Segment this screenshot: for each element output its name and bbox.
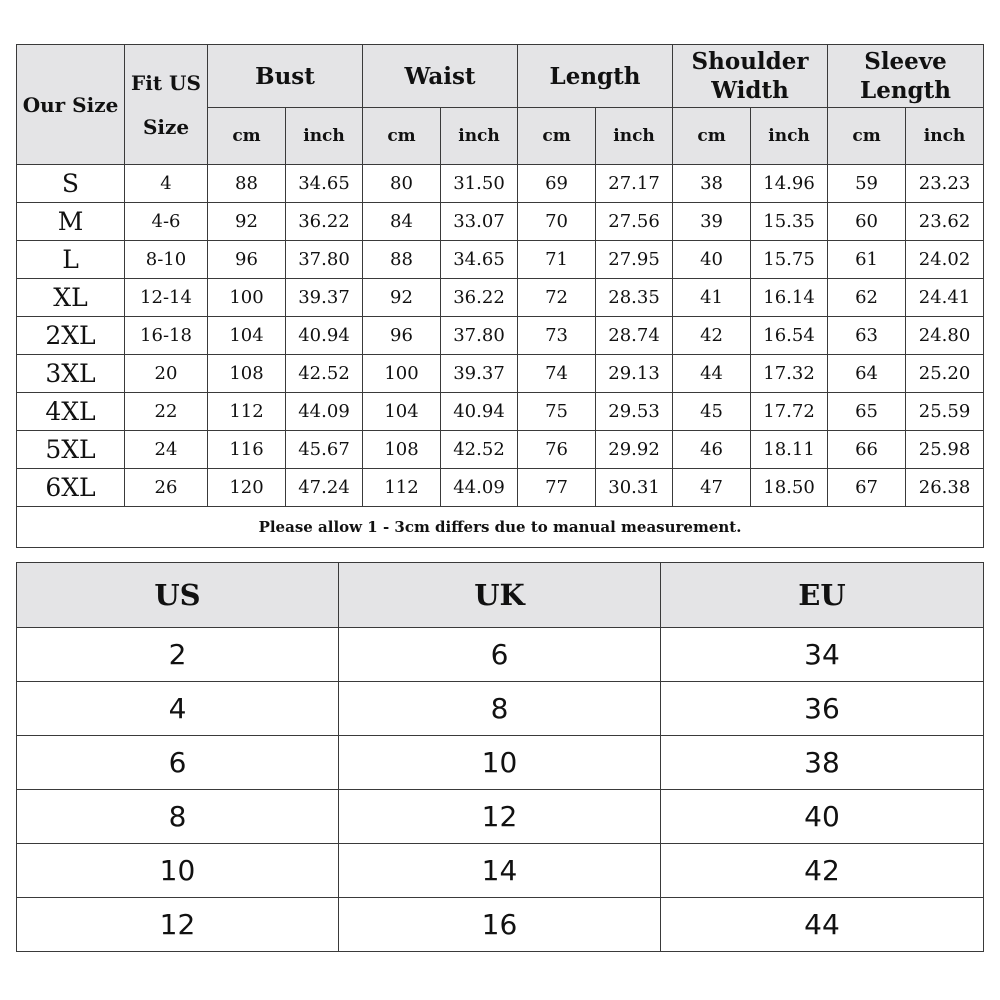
eu-header: EU — [661, 563, 984, 628]
length-cm-unit-header: cm — [518, 108, 596, 165]
sleeve-length-cm-cell: 65 — [828, 393, 906, 431]
bust-inch-cell: 39.37 — [286, 279, 363, 317]
length-cm-cell: 77 — [518, 469, 596, 507]
conversion-header-row — [17, 563, 984, 628]
length-cm-cell: 73 — [518, 317, 596, 355]
fit-us-size-cell: 8-10 — [125, 241, 208, 279]
sleeve-length-inch-cell: 25.59 — [906, 393, 984, 431]
uk-size-cell: 6 — [339, 628, 661, 682]
bust-inch-cell: 40.94 — [286, 317, 363, 355]
length-inch-cell: 29.13 — [596, 355, 673, 393]
waist-inch-cell: 31.50 — [441, 165, 518, 203]
shoulder-width-inch-cell: 17.72 — [751, 393, 828, 431]
table-row — [17, 469, 984, 507]
shoulder-width-inch-cell: 18.50 — [751, 469, 828, 507]
length-cm-cell: 74 — [518, 355, 596, 393]
our-size-cell: S — [17, 165, 125, 203]
shoulder-width-cm-cell: 42 — [673, 317, 751, 355]
shoulder-width-cm-cell: 38 — [673, 165, 751, 203]
shoulder-width-cm-cell: 47 — [673, 469, 751, 507]
length-inch-cell: 30.31 — [596, 469, 673, 507]
table-row — [17, 279, 984, 317]
fit-us-size-header-line2: Size — [142, 114, 190, 139]
sleeve-length-inch-unit-header: inch — [906, 108, 984, 165]
table-row — [17, 736, 984, 790]
shoulder-width-cm-unit-header: cm — [673, 108, 751, 165]
table-row — [17, 682, 984, 736]
us-size-cell: 10 — [17, 844, 339, 898]
bust-cm-cell: 92 — [208, 203, 286, 241]
sleeve-length-cm-cell: 62 — [828, 279, 906, 317]
length-inch-cell: 29.92 — [596, 431, 673, 469]
shoulder-width-header-line1: Shoulder — [691, 48, 809, 75]
shoulder-width-inch-cell: 18.11 — [751, 431, 828, 469]
waist-inch-unit-header: inch — [441, 108, 518, 165]
table-row — [17, 241, 984, 279]
sleeve-length-cm-cell: 64 — [828, 355, 906, 393]
sleeve-length-inch-cell: 25.98 — [906, 431, 984, 469]
bust-inch-cell: 47.24 — [286, 469, 363, 507]
shoulder-width-inch-cell: 15.35 — [751, 203, 828, 241]
sleeve-length-inch-cell: 24.41 — [906, 279, 984, 317]
length-inch-unit-header: inch — [596, 108, 673, 165]
size-conversion-table — [16, 562, 984, 952]
waist-inch-cell: 40.94 — [441, 393, 518, 431]
our-size-cell: M — [17, 203, 125, 241]
waist-inch-cell: 34.65 — [441, 241, 518, 279]
fit-us-size-header — [125, 45, 208, 165]
table-row — [17, 393, 984, 431]
shoulder-width-cm-cell: 44 — [673, 355, 751, 393]
uk-size-cell: 8 — [339, 682, 661, 736]
waist-cm-cell: 108 — [363, 431, 441, 469]
table-row — [17, 790, 984, 844]
us-size-cell: 6 — [17, 736, 339, 790]
us-size-cell: 2 — [17, 628, 339, 682]
length-inch-cell: 27.95 — [596, 241, 673, 279]
shoulder-width-inch-cell: 16.54 — [751, 317, 828, 355]
sleeve-length-inch-cell: 24.80 — [906, 317, 984, 355]
length-cm-cell: 72 — [518, 279, 596, 317]
shoulder-width-header-line2: Width — [711, 77, 789, 104]
sleeve-length-inch-cell: 26.38 — [906, 469, 984, 507]
fit-us-size-cell: 20 — [125, 355, 208, 393]
us-size-cell: 8 — [17, 790, 339, 844]
waist-cm-unit-header: cm — [363, 108, 441, 165]
our-size-cell: 3XL — [17, 355, 125, 393]
sleeve-length-inch-cell: 24.02 — [906, 241, 984, 279]
size-chart-table — [16, 44, 984, 548]
bust-inch-cell: 44.09 — [286, 393, 363, 431]
sleeve-length-inch-cell: 23.23 — [906, 165, 984, 203]
length-cm-cell: 71 — [518, 241, 596, 279]
bust-cm-unit-header: cm — [208, 108, 286, 165]
bust-header: Bust — [208, 45, 363, 108]
length-inch-cell: 28.35 — [596, 279, 673, 317]
our-size-cell: 4XL — [17, 393, 125, 431]
sleeve-length-cm-cell: 67 — [828, 469, 906, 507]
table-row — [17, 203, 984, 241]
shoulder-width-cm-cell: 40 — [673, 241, 751, 279]
waist-inch-cell: 37.80 — [441, 317, 518, 355]
shoulder-width-cm-cell: 39 — [673, 203, 751, 241]
size-chart-body — [17, 165, 984, 507]
waist-inch-cell: 36.22 — [441, 279, 518, 317]
bust-inch-cell: 42.52 — [286, 355, 363, 393]
sleeve-length-header-line1: Sleeve — [864, 48, 947, 75]
sleeve-length-inch-cell: 23.62 — [906, 203, 984, 241]
uk-size-cell: 12 — [339, 790, 661, 844]
uk-size-cell: 14 — [339, 844, 661, 898]
our-size-header: Our Size — [17, 45, 125, 165]
bust-cm-cell: 96 — [208, 241, 286, 279]
waist-cm-cell: 112 — [363, 469, 441, 507]
shoulder-width-inch-unit-header: inch — [751, 108, 828, 165]
bust-inch-cell: 37.80 — [286, 241, 363, 279]
uk-header: UK — [339, 563, 661, 628]
uk-size-cell: 10 — [339, 736, 661, 790]
length-cm-cell: 69 — [518, 165, 596, 203]
our-size-cell: 6XL — [17, 469, 125, 507]
bust-cm-cell: 100 — [208, 279, 286, 317]
length-cm-cell: 75 — [518, 393, 596, 431]
bust-cm-cell: 88 — [208, 165, 286, 203]
eu-size-cell: 40 — [661, 790, 984, 844]
sleeve-length-cm-unit-header: cm — [828, 108, 906, 165]
shoulder-width-inch-cell: 16.14 — [751, 279, 828, 317]
eu-size-cell: 34 — [661, 628, 984, 682]
shoulder-width-cm-cell: 41 — [673, 279, 751, 317]
conversion-body — [17, 628, 984, 952]
waist-inch-cell: 39.37 — [441, 355, 518, 393]
fit-us-size-cell: 16-18 — [125, 317, 208, 355]
shoulder-width-cm-cell: 46 — [673, 431, 751, 469]
length-cm-cell: 76 — [518, 431, 596, 469]
sleeve-length-cm-cell: 60 — [828, 203, 906, 241]
length-inch-cell: 27.17 — [596, 165, 673, 203]
fit-us-size-cell: 4 — [125, 165, 208, 203]
our-size-cell: 5XL — [17, 431, 125, 469]
us-header: US — [17, 563, 339, 628]
waist-cm-cell: 104 — [363, 393, 441, 431]
eu-size-cell: 42 — [661, 844, 984, 898]
sleeve-length-header — [828, 45, 984, 108]
length-inch-cell: 27.56 — [596, 203, 673, 241]
shoulder-width-cm-cell: 45 — [673, 393, 751, 431]
waist-cm-cell: 84 — [363, 203, 441, 241]
bust-inch-unit-header: inch — [286, 108, 363, 165]
sleeve-length-header-line2: Length — [860, 77, 951, 104]
sleeve-length-cm-cell: 59 — [828, 165, 906, 203]
eu-size-cell: 38 — [661, 736, 984, 790]
length-inch-cell: 28.74 — [596, 317, 673, 355]
our-size-cell: 2XL — [17, 317, 125, 355]
waist-inch-cell: 44.09 — [441, 469, 518, 507]
us-size-cell: 4 — [17, 682, 339, 736]
fit-us-size-cell: 24 — [125, 431, 208, 469]
bust-cm-cell: 112 — [208, 393, 286, 431]
eu-size-cell: 36 — [661, 682, 984, 736]
fit-us-size-cell: 12-14 — [125, 279, 208, 317]
sleeve-length-cm-cell: 66 — [828, 431, 906, 469]
shoulder-width-header — [673, 45, 828, 108]
waist-cm-cell: 80 — [363, 165, 441, 203]
table-row — [17, 355, 984, 393]
waist-cm-cell: 88 — [363, 241, 441, 279]
length-header: Length — [518, 45, 673, 108]
bust-inch-cell: 36.22 — [286, 203, 363, 241]
table-row — [17, 628, 984, 682]
waist-inch-cell: 42.52 — [441, 431, 518, 469]
measurement-note: Please allow 1 - 3cm differs due to manual measurement. — [17, 507, 984, 548]
shoulder-width-inch-cell: 15.75 — [751, 241, 828, 279]
waist-inch-cell: 33.07 — [441, 203, 518, 241]
table-row — [17, 844, 984, 898]
us-size-cell: 12 — [17, 898, 339, 952]
bust-cm-cell: 116 — [208, 431, 286, 469]
our-size-cell: XL — [17, 279, 125, 317]
bust-cm-cell: 104 — [208, 317, 286, 355]
sleeve-length-cm-cell: 63 — [828, 317, 906, 355]
table-row — [17, 317, 984, 355]
waist-cm-cell: 100 — [363, 355, 441, 393]
length-inch-cell: 29.53 — [596, 393, 673, 431]
waist-cm-cell: 92 — [363, 279, 441, 317]
eu-size-cell: 44 — [661, 898, 984, 952]
table-row — [17, 898, 984, 952]
table-row — [17, 431, 984, 469]
our-size-cell: L — [17, 241, 125, 279]
fit-us-size-cell: 26 — [125, 469, 208, 507]
bust-cm-cell: 120 — [208, 469, 286, 507]
table-row — [17, 165, 984, 203]
length-cm-cell: 70 — [518, 203, 596, 241]
sleeve-length-inch-cell: 25.20 — [906, 355, 984, 393]
waist-cm-cell: 96 — [363, 317, 441, 355]
sleeve-length-cm-cell: 61 — [828, 241, 906, 279]
fit-us-size-header-line1: Fit US — [131, 70, 201, 95]
waist-header: Waist — [363, 45, 518, 108]
fit-us-size-cell: 22 — [125, 393, 208, 431]
shoulder-width-inch-cell: 17.32 — [751, 355, 828, 393]
bust-cm-cell: 108 — [208, 355, 286, 393]
uk-size-cell: 16 — [339, 898, 661, 952]
bust-inch-cell: 45.67 — [286, 431, 363, 469]
bust-inch-cell: 34.65 — [286, 165, 363, 203]
shoulder-width-inch-cell: 14.96 — [751, 165, 828, 203]
fit-us-size-cell: 4-6 — [125, 203, 208, 241]
